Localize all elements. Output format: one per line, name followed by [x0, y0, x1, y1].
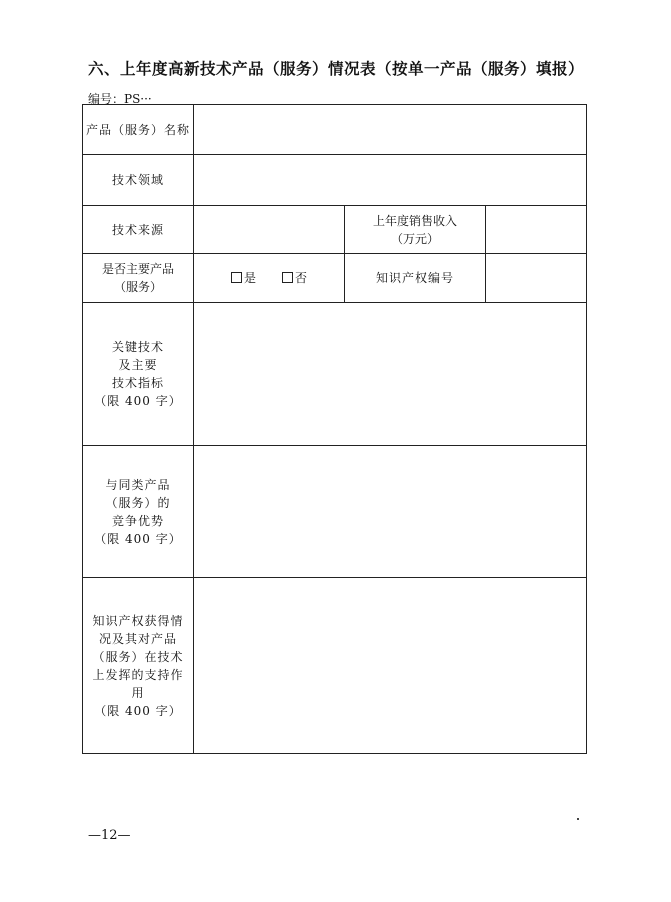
sales-income-field[interactable] — [486, 206, 587, 254]
ip-support-label — [83, 578, 194, 754]
is-main-product-label — [83, 254, 194, 303]
ip-support-label-line6: （限 400 字） — [94, 703, 182, 718]
page-title: 六、上年度高新技术产品（服务）情况表（按单一产品（服务）填报） — [88, 60, 585, 78]
product-name-label: 产品（服务）名称 — [83, 105, 194, 155]
ip-support-field[interactable] — [194, 578, 587, 754]
option-no[interactable] — [282, 269, 307, 287]
sales-income-label-line1: 上年度销售收入 — [372, 213, 457, 228]
key-tech-label — [83, 303, 194, 446]
key-tech-field[interactable] — [194, 303, 587, 446]
page-number: —12— — [88, 828, 131, 843]
checkbox-yes-icon[interactable] — [231, 272, 242, 283]
key-tech-label-line2: 及主要 — [118, 358, 158, 372]
row-tech-field — [83, 155, 587, 206]
advantage-label-line1: 与同类产品 — [105, 477, 171, 492]
tech-source-field[interactable] — [194, 206, 345, 254]
ip-support-label-line1: 知识产权获得情 — [92, 613, 184, 628]
ip-support-label-line2: 况及其对产品 — [98, 631, 177, 646]
ip-support-label-line4: 上发挥的支持作 — [92, 667, 184, 682]
row-key-tech — [83, 303, 587, 446]
stray-mark — [577, 818, 579, 820]
key-tech-label-line3: 技术指标 — [111, 376, 164, 390]
option-yes-label: 是 — [243, 271, 256, 285]
option-no-label: 否 — [295, 271, 308, 285]
checkbox-no-icon[interactable] — [282, 272, 293, 283]
ip-number-label: 知识产权编号 — [345, 254, 486, 303]
advantage-label-line2: （服务）的 — [105, 495, 171, 510]
advantage-label — [83, 446, 194, 578]
sales-income-label — [345, 206, 486, 254]
product-info-table — [82, 104, 587, 754]
row-main-product — [83, 254, 587, 303]
row-advantage — [83, 446, 587, 578]
row-ip-support — [83, 578, 587, 754]
ip-support-label-line5: 用 — [131, 685, 145, 700]
main-product-options — [194, 254, 345, 303]
advantage-field[interactable] — [194, 446, 587, 578]
row-product-name — [83, 105, 587, 155]
product-name-field[interactable] — [194, 105, 587, 155]
key-tech-label-line1: 关键技术 — [111, 340, 164, 354]
code-number: 编号：PS··· — [88, 92, 152, 106]
tech-field-field[interactable] — [194, 155, 587, 206]
sales-income-label-line2: （万元） — [390, 231, 439, 246]
advantage-label-line3: 竞争优势 — [111, 513, 164, 528]
ip-support-label-line3: （服务）在技术 — [92, 649, 184, 664]
is-main-product-label-line1: 是否主要产品 — [101, 262, 174, 276]
advantage-label-line4: （限 400 字） — [94, 531, 182, 546]
tech-field-label: 技术领域 — [83, 155, 194, 206]
tech-source-label: 技术来源 — [83, 206, 194, 254]
ip-number-field[interactable] — [486, 254, 587, 303]
key-tech-label-line4: （限 400 字） — [94, 394, 182, 408]
is-main-product-label-line2: （服务） — [113, 280, 162, 294]
row-tech-source — [83, 206, 587, 254]
option-yes[interactable] — [231, 269, 256, 287]
